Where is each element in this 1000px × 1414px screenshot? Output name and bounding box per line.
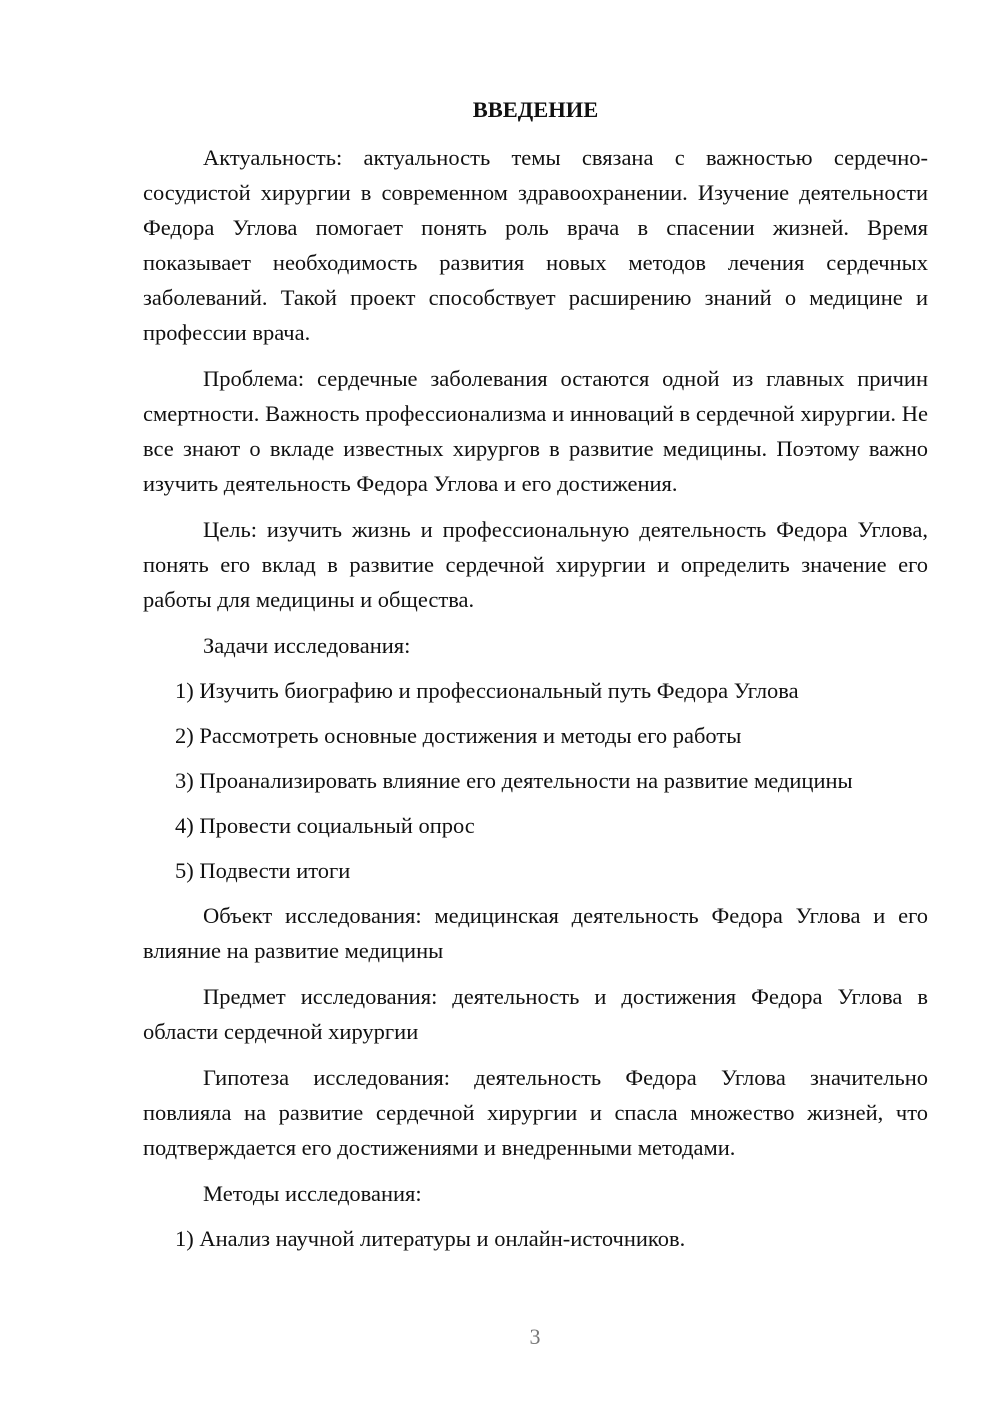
problem-paragraph: Проблема: сердечные заболевания остаются одной из главных причин смертности. Важность профессионализма и инноваций в сердечной хирургии. Не все знают о вкладе известных хирургов в развитие медицины. Поэтому важно изучить деятельность Федора Углова и его достижения. — [143, 366, 928, 496]
methods-heading: Методы исследования: — [203, 1181, 422, 1206]
relevance-paragraph: Актуальность: актуальность темы связана с важностью сердечно-сосудистой хирургии в современном здравоохранении. Изучение деятельности Федора Углова помогает понять роль врача в спасении жизней. Время показывает необходимость развития новых методов лечения сердечных заболеваний. Такой проект способствует расширению знаний о медицине и профессии врача. — [143, 145, 928, 345]
page-number: 3 — [529, 1324, 541, 1349]
tasks-heading: Задачи исследования: — [203, 633, 411, 658]
list-item: 1) Изучить биографию и профессиональный путь Федора Углова — [175, 678, 799, 703]
list-item: 3) Проанализировать влияние его деятельности на развитие медицины — [175, 768, 853, 793]
list-item: 2) Рассмотреть основные достижения и методы его работы — [175, 723, 742, 748]
document-page — [143, 95, 928, 1266]
tasks-list — [143, 673, 928, 888]
goal-paragraph: Цель: изучить жизнь и профессиональную деятельность Федора Углова, понять его вклад в развитие сердечной хирургии и определить значение его работы для медицины и общества. — [143, 517, 928, 612]
hypothesis-paragraph: Гипотеза исследования: деятельность Федора Углова значительно повлияла на развитие сердечной хирургии и спасла множество жизней, что подтверждается его достижениями и внедренными методами. — [143, 1065, 928, 1160]
object-paragraph: Объект исследования: медицинская деятельность Федора Углова и его влияние на развитие медицины — [143, 903, 928, 963]
list-item: 1) Анализ научной литературы и онлайн-источников. — [175, 1226, 686, 1251]
methods-list — [143, 1221, 928, 1256]
section-title: ВВЕДЕНИЕ — [472, 97, 599, 122]
list-item: 5) Подвести итоги — [175, 858, 351, 883]
subject-paragraph: Предмет исследования: деятельность и достижения Федора Углова в области сердечной хирургии — [143, 984, 928, 1044]
list-item: 4) Провести социальный опрос — [175, 813, 475, 838]
